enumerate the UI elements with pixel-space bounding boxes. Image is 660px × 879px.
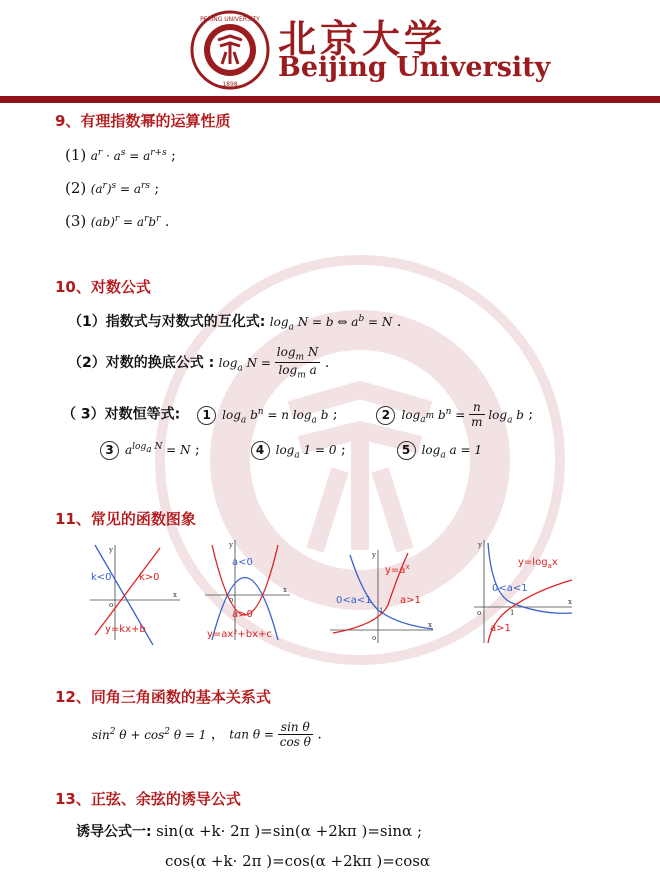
- g3-x-label: x: [428, 621, 432, 629]
- s13-line-2: cos(α +k· 2π )=cos(α +2kπ )=cosα: [165, 852, 431, 870]
- g4-equation-x: x: [551, 557, 558, 568]
- g4-equation-sub: a: [547, 562, 552, 570]
- g2-equation: y=ax²+bx+c: [207, 629, 272, 640]
- g4-origin: o: [477, 609, 482, 617]
- section-9-title: 9、有理指数幂的运算性质: [55, 112, 231, 130]
- g1-y-label: y: [109, 546, 113, 554]
- g2-x-label: x: [283, 586, 287, 594]
- g1-equation: y=kx+b: [105, 624, 146, 635]
- graph-exponential: [328, 545, 438, 645]
- g2-bottom-label: a>0: [232, 609, 253, 620]
- g4-top-label: 0<a<1: [492, 583, 528, 594]
- page-header: [0, 0, 660, 100]
- graph-linear: [85, 540, 185, 645]
- graph-quadratic: [200, 535, 295, 645]
- s9-formula-3: (3) $(ab)^r = a^rb^r$ .: [65, 212, 170, 230]
- brand-chinese: 北京大学: [278, 17, 447, 61]
- g2-origin: o: [229, 596, 234, 604]
- g3-equation-sup: x: [405, 563, 410, 571]
- section-12-title: 12、同角三角函数的基本关系式: [55, 688, 271, 706]
- s10-identity-row2: 3 $a^{log_a N} = N$ ; 4 $\log_a 1 = 0$ ; 5 $\log_a a = 1$: [100, 441, 482, 460]
- svg-text:y=logax: [518, 557, 558, 570]
- university-seal-icon: [190, 10, 270, 90]
- g2-y-label: y: [229, 541, 233, 549]
- g3-one: 1: [379, 607, 384, 615]
- g3-left-label: 0<a<1: [336, 595, 372, 606]
- s13-formula-2: [165, 852, 430, 870]
- s9-formula-1: (1) $a^r \cdot a^s = a^{r+s}$ ;: [65, 146, 176, 164]
- svg-text:y=ax: [385, 563, 410, 576]
- g3-origin: o: [372, 634, 377, 642]
- seal-text: PEKING UNIVERSITY: [200, 16, 260, 23]
- g1-origin: o: [109, 601, 114, 609]
- g4-one: 1: [510, 609, 515, 617]
- g2-top-label: a<0: [232, 557, 253, 568]
- g1-x-label: x: [173, 591, 177, 599]
- section-11-title: 11、常见的函数图象: [55, 510, 196, 528]
- g4-x-label: x: [568, 598, 572, 606]
- s10-change-base: （2）对数的换底公式 : $\log_a N$ = $\frac{\log_m N}{\log_m a}$ .: [68, 345, 330, 381]
- graph-logarithm: [472, 535, 577, 645]
- header-rule: [0, 96, 660, 103]
- s13-line-1: sin(α +k· 2π )=sin(α +2kπ )=sinα ;: [156, 822, 423, 840]
- s13-formula-1: [76, 821, 422, 841]
- g4-bottom-label: a>1: [490, 623, 511, 634]
- section-13-title: 13、正弦、余弦的诱导公式: [55, 790, 241, 808]
- s13-label: 诱导公式一:: [76, 824, 152, 840]
- section-10-title: 10、对数公式: [55, 278, 151, 296]
- g1-left-label: k<0: [91, 572, 112, 583]
- g4-y-label: y: [478, 541, 482, 549]
- g3-equation: y=a: [385, 565, 406, 576]
- g3-y-label: y: [372, 551, 376, 559]
- g4-equation: y=log: [518, 557, 548, 568]
- brand-english: Beijing University: [278, 52, 551, 83]
- g3-right-label: a>1: [400, 595, 421, 606]
- s10-identity-row1: （ 3）对数恒等式: 1 $\log_a b^n = n$ $\log_a b$ ; 2 $\log_{a^m} b^n$ = $\frac{n}{m}$ $\log_a b$ ;: [62, 400, 534, 429]
- s9-formula-2: (2) $(a^r)^s = a^{rs}$ ;: [65, 179, 160, 197]
- seal-year: 1898: [222, 81, 238, 88]
- s12-formula: $\sin^2 \theta + \cos^2 \theta = 1$ ， tan θ = $\frac{\text{sin θ}}{\text{cos θ}}$ .: [92, 720, 322, 749]
- s10-exchange: （1）指数式与对数式的互化式: $\log_a N = b$ ⇔ $a^b = N$ .: [68, 314, 402, 333]
- g1-right-label: k>0: [139, 572, 160, 583]
